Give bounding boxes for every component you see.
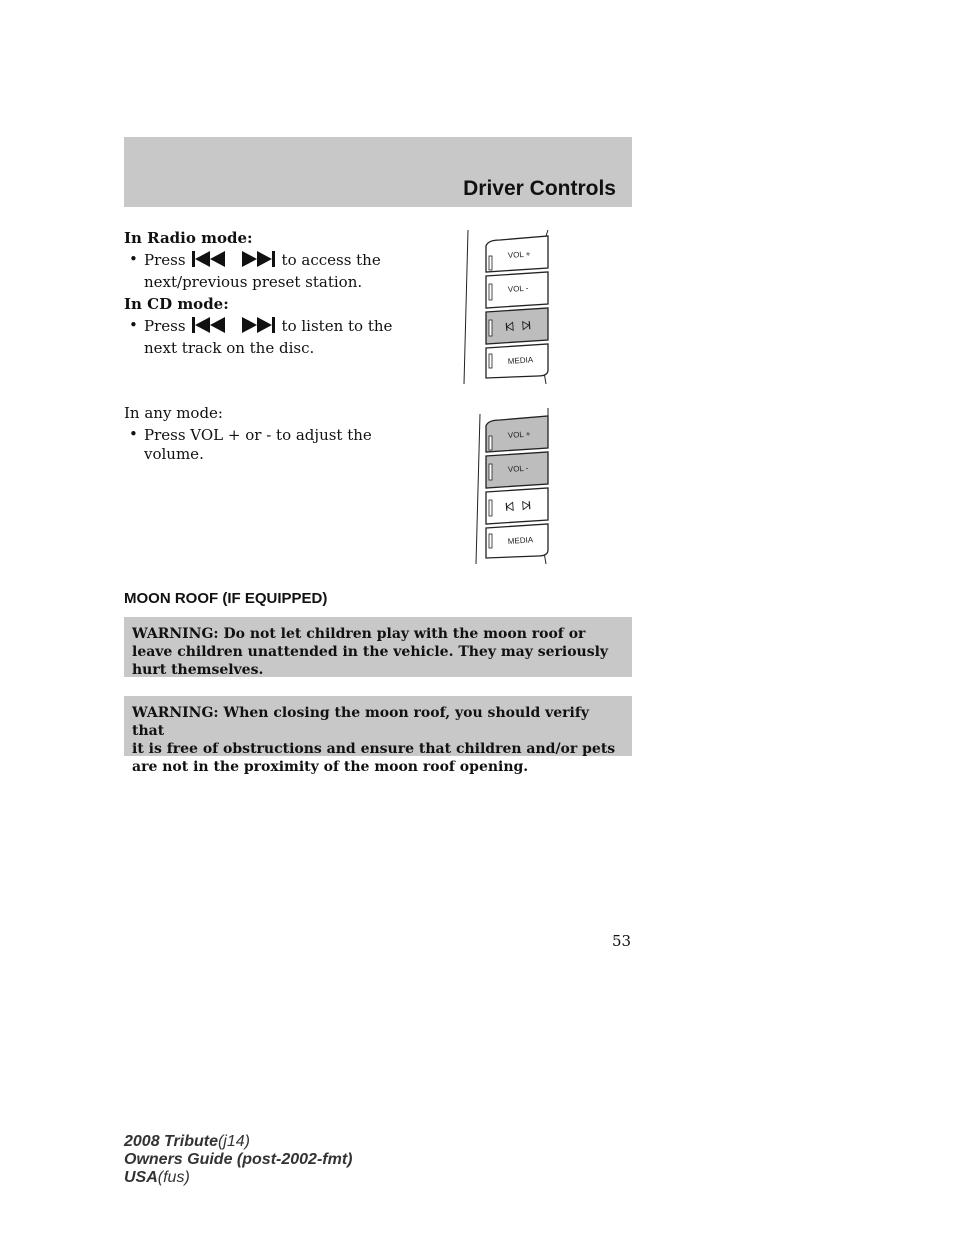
footer <box>124 1133 352 1187</box>
radio-mode-bullet <box>144 250 381 270</box>
audio-controls-figure-volume <box>460 408 560 568</box>
media-label: MEDIA <box>507 355 534 366</box>
seek-button-shape <box>486 488 548 524</box>
bullet-dot: • <box>129 316 138 334</box>
seek-button-shape <box>486 308 548 344</box>
any-mode-bullet-line2: volume. <box>144 445 204 463</box>
vol-down-label: VOL - <box>507 283 529 294</box>
any-mode-heading: In any mode: <box>124 404 223 422</box>
radio-mode-heading: In Radio mode: <box>124 229 253 247</box>
cd-mode-bullet-start: Press <box>144 317 186 335</box>
header-band <box>124 137 632 207</box>
page-number: 53 <box>612 932 632 950</box>
footer-line2: Owners Guide (post-2002-fmt) <box>124 1151 353 1168</box>
bullet-dot: • <box>129 425 138 443</box>
warning2-line1: WARNING: When closing the moon roof, you should verify that <box>132 705 590 739</box>
audio-controls-figure-seek <box>460 228 560 388</box>
footer-model: 2008 Tribute <box>124 1133 218 1150</box>
vol-up-label: VOL + <box>507 429 531 440</box>
any-mode-bullet-line1: Press VOL + or - to adjust the <box>144 426 372 444</box>
seek-prev-next-icon <box>190 250 278 268</box>
warning2-line3: are not in the proximity of the moon roof opening. <box>132 759 529 775</box>
footer-region: USA <box>124 1169 158 1186</box>
footer-line1 <box>124 1133 352 1151</box>
warning-box-obstructions <box>124 696 632 775</box>
footer-line3 <box>124 1169 352 1187</box>
vol-up-label: VOL + <box>507 249 531 260</box>
footer-code: (j14) <box>217 1133 250 1150</box>
bullet-dot: • <box>129 250 138 268</box>
page-title: Driver Controls <box>463 177 616 200</box>
warning2-line2: it is free of obstructions and ensure that children and/or pets <box>132 741 616 757</box>
media-label: MEDIA <box>507 535 534 546</box>
cd-mode-bullet <box>144 316 392 336</box>
warning1-line1: WARNING: Do not let children play with the moon roof or <box>132 626 586 642</box>
cd-mode-bullet-end: to listen to the <box>281 317 393 335</box>
warning1-line2: leave children unattended in the vehicle. They may seriously <box>132 644 609 660</box>
warning1-line3: hurt themselves. <box>132 662 264 678</box>
seek-prev-next-icon <box>190 316 278 334</box>
radio-mode-bullet-end: to access the <box>281 251 381 269</box>
moon-roof-heading: MOON ROOF (IF EQUIPPED) <box>124 590 328 607</box>
warning-box-children <box>124 617 632 677</box>
radio-mode-bullet-start: Press <box>144 251 186 269</box>
footer-region-code: (fus) <box>157 1169 190 1186</box>
cd-mode-bullet-line2: next track on the disc. <box>144 339 315 357</box>
radio-mode-bullet-line2: next/previous preset station. <box>144 273 363 291</box>
cd-mode-heading: In CD mode: <box>124 295 229 313</box>
vol-down-label: VOL - <box>507 463 529 474</box>
